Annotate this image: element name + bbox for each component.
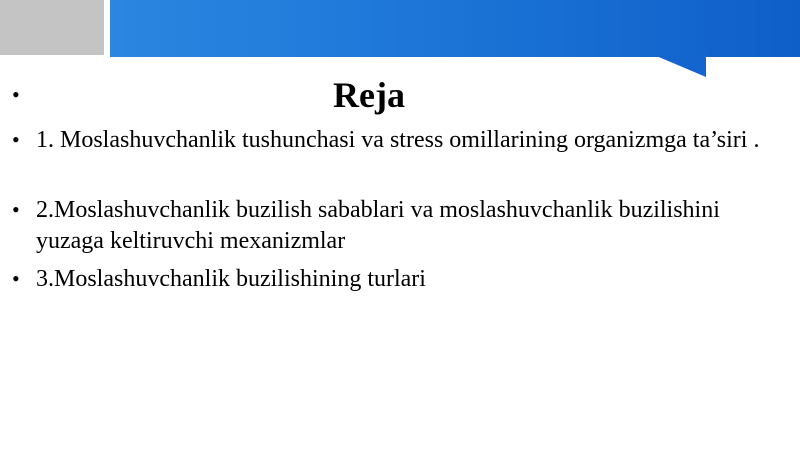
slide-title: Reja [333,75,405,115]
bullet-2: • [12,197,20,222]
list-item-2: 2.Moslashuvchanlik buzilish sabablari va moslashuvchanlik buzilishini yuzaga keltiruvchi mexanizmlar [36,197,720,254]
bullet-1: • [12,127,20,152]
bullet-3: • [12,266,20,291]
list-item-3: 3.Moslashuvchanlik buzilishining turlari [36,266,426,292]
title-bullet: • [12,82,20,107]
list-item-1: 1. Moslashuvchanlik tushunchasi va stress omillarining organizmga ta’siri . [36,127,760,153]
